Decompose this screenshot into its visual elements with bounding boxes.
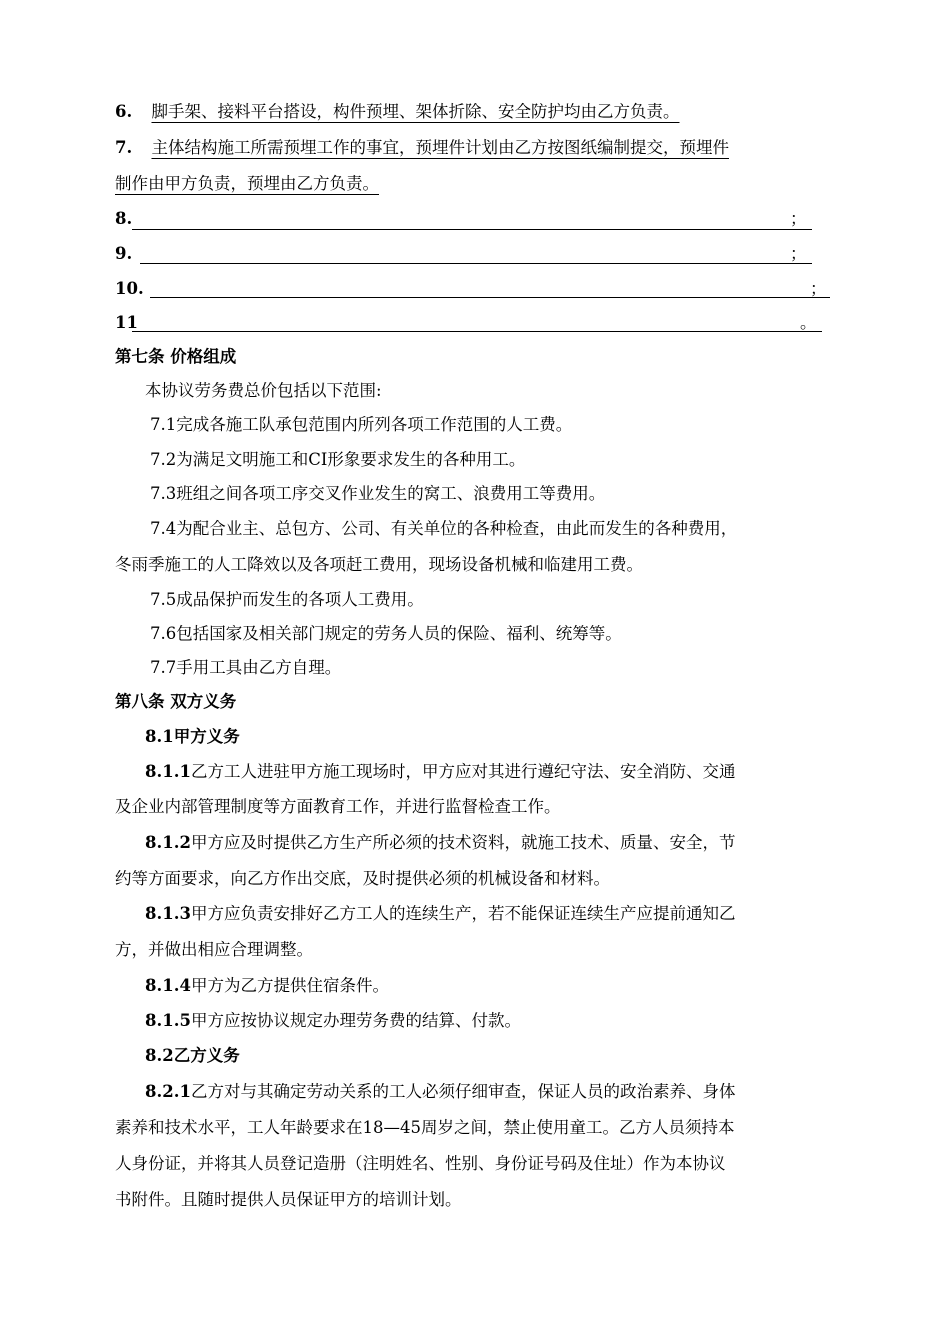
- item-number: 11: [115, 313, 138, 332]
- clause-number: 8.2.1: [145, 1082, 191, 1101]
- item-11: [115, 313, 138, 333]
- clause-text: 成品保护而发生的各项人工费用。: [176, 590, 424, 609]
- section-number: 8.2: [145, 1046, 174, 1065]
- clause-number: 8.1.4: [145, 976, 191, 995]
- clause-8-1-1: [145, 762, 735, 782]
- line-end-punctuation: ；: [790, 209, 807, 228]
- clause-text: 乙方工人进驻甲方施工现场时，甲方应对其进行遵纪守法、安全消防、交通: [190, 762, 736, 781]
- blank-fill-line: [140, 263, 812, 264]
- item-number: 7.: [115, 138, 133, 157]
- line-end-punctuation: ；: [810, 279, 827, 298]
- blank-fill-line: [150, 297, 830, 298]
- clause-number: 7.1: [150, 415, 177, 434]
- item-number: 8.: [115, 209, 133, 228]
- clause-number: 8.1.1: [145, 762, 191, 781]
- clause-text: 甲方应及时提供乙方生产所必须的技术资料，就施工技术、质量、安全，节: [190, 833, 736, 852]
- clause-7-7: [150, 658, 341, 678]
- clause-number: 7.7: [150, 658, 177, 677]
- clause-8-2-1: [145, 1082, 735, 1102]
- item-number: 10.: [115, 279, 144, 298]
- clause-7-4: [150, 519, 737, 539]
- article-7-heading: 第七条 价格组成: [115, 347, 237, 366]
- item-text: 脚手架、接料平台搭设，构件预埋、架体折除、安全防护均由乙方负责。: [151, 102, 680, 121]
- clause-number: 7.5: [150, 590, 177, 609]
- clause-text: 为配合业主、总包方、公司、有关单位的各种检查，由此而发生的各种费用，: [176, 519, 738, 538]
- clause-text: 班组之间各项工序交叉作业发生的窝工、浪费用工等费用。: [176, 484, 606, 503]
- item-6: [115, 102, 679, 122]
- clause-7-6: [150, 624, 622, 644]
- section-8-2-heading: [145, 1046, 240, 1066]
- clause-8-1-3: [145, 904, 735, 924]
- clause-text: 甲方应按协议规定办理劳务费的结算、付款。: [190, 1011, 521, 1030]
- clause-8-1-1-continued: 及企业内部管理制度等方面教育工作，并进行监督检查工作。: [115, 797, 561, 816]
- clause-8-2-1-line-4: 书附件。且随时提供人员保证甲方的培训计划。: [115, 1190, 462, 1209]
- clause-7-3: [150, 484, 605, 504]
- item-8: [115, 209, 132, 229]
- article-8-heading: 第八条 双方义务: [115, 692, 237, 711]
- item-7-continued: [115, 174, 379, 194]
- clause-8-1-2: [145, 833, 735, 853]
- clause-7-5: [150, 590, 424, 610]
- clause-7-1: [150, 415, 572, 435]
- clause-8-1-2-continued: 约等方面要求，向乙方作出交底，及时提供必须的机械设备和材料。: [115, 869, 610, 888]
- clause-text: 为满足文明施工和CI形象要求发生的各种用工。: [176, 450, 526, 469]
- clause-number: 7.2: [150, 450, 177, 469]
- article-7-intro: 本协议劳务费总价包括以下范围:: [145, 381, 382, 400]
- item-number: 6.: [115, 102, 133, 121]
- clause-8-2-1-line-2: 素养和技术水平，工人年龄要求在18—45周岁之间，禁止使用童工。乙方人员须持本: [115, 1118, 735, 1137]
- item-number: 9.: [115, 244, 133, 263]
- clause-number: 8.1.3: [145, 904, 191, 923]
- clause-text: 乙方对与其确定劳动关系的工人必须仔细审查，保证人员的政治素养、身体: [190, 1082, 736, 1101]
- clause-number: 7.6: [150, 624, 177, 643]
- item-10: [115, 279, 144, 299]
- line-end-punctuation: ；: [790, 244, 807, 263]
- clause-number: 7.3: [150, 484, 177, 503]
- clause-8-1-4: [145, 976, 389, 996]
- clause-number: 8.1.5: [145, 1011, 191, 1030]
- clause-text: 包括国家及相关部门规定的劳务人员的保险、福利、统筹等。: [176, 624, 622, 643]
- clause-number: 7.4: [150, 519, 177, 538]
- clause-7-4-continued: 冬雨季施工的人工降效以及各项赶工费用，现场设备机械和临建用工费。: [115, 555, 643, 574]
- item-text: 制作由甲方负责，预埋由乙方负责。: [115, 174, 379, 193]
- clause-7-2: [150, 450, 525, 470]
- section-title: 乙方义务: [173, 1046, 240, 1065]
- clause-text: 甲方应负责安排好乙方工人的连续生产，若不能保证连续生产应提前通知乙: [190, 904, 736, 923]
- clause-text: 完成各施工队承包范围内所列各项工作范围的人工费。: [176, 415, 573, 434]
- section-number: 8.1: [145, 727, 174, 746]
- clause-text: 甲方为乙方提供住宿条件。: [190, 976, 389, 995]
- section-title: 甲方义务: [173, 727, 240, 746]
- clause-8-2-1-line-3: 人身份证，并将其人员登记造册（注明姓名、性别、身份证号码及住址）作为本协议: [115, 1154, 726, 1173]
- item-9: [115, 244, 132, 264]
- clause-text: 手用工具由乙方自理。: [176, 658, 342, 677]
- line-end-punctuation: 。: [800, 313, 817, 332]
- clause-number: 8.1.2: [145, 833, 191, 852]
- section-8-1-heading: [145, 727, 240, 747]
- item-7: [115, 138, 729, 158]
- clause-8-1-5: [145, 1011, 521, 1031]
- item-text: 主体结构施工所需预埋工作的事宜，预埋件计划由乙方按图纸编制提交，预埋件: [151, 138, 729, 157]
- clause-8-1-3-continued: 方，并做出相应合理调整。: [115, 940, 313, 959]
- blank-fill-line: [132, 229, 812, 230]
- blank-fill-line: [132, 331, 822, 332]
